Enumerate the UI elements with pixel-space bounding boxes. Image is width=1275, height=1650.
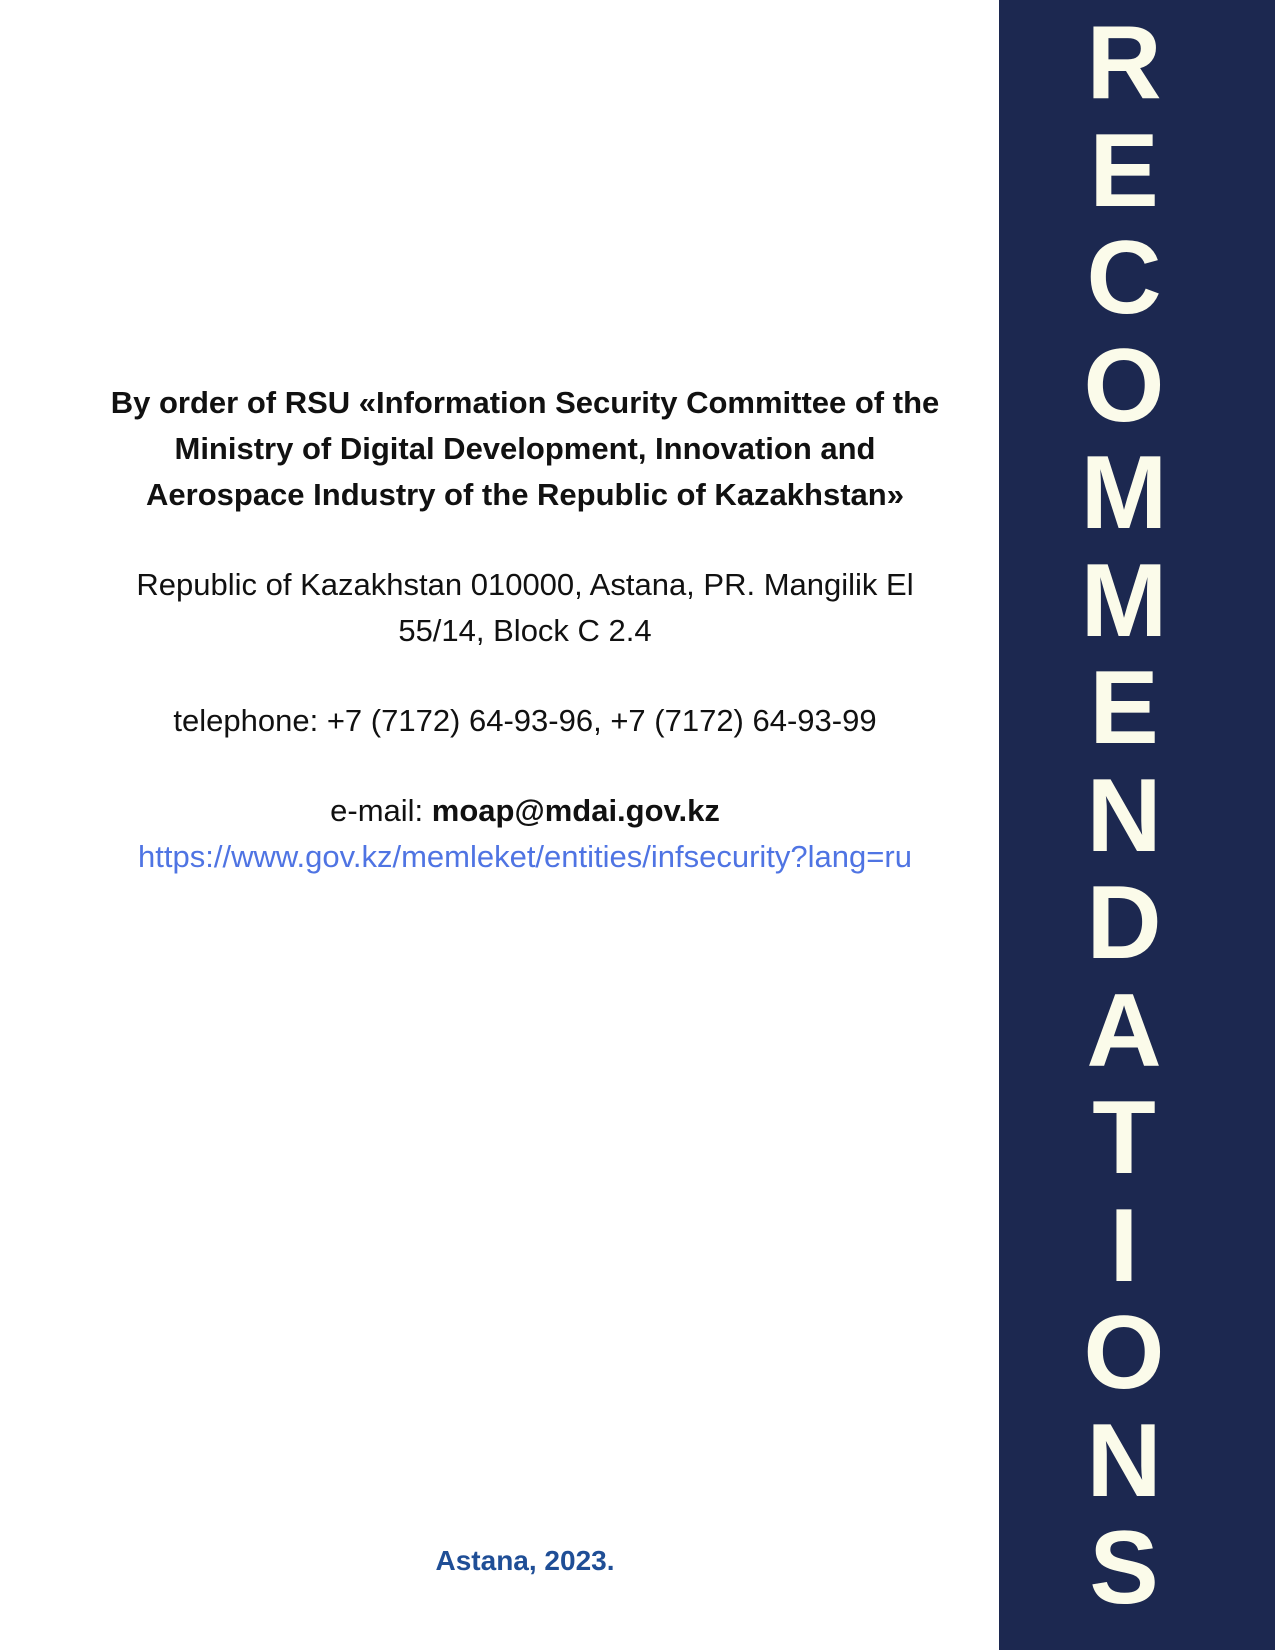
sidebar-banner bbox=[999, 0, 1275, 1650]
vertical-title-letter: M bbox=[1080, 435, 1168, 551]
vertical-title-letter: C bbox=[1086, 220, 1162, 336]
vertical-title bbox=[999, 5, 1249, 1626]
vertical-title-letter: S bbox=[1089, 1510, 1159, 1626]
vertical-title-letter: N bbox=[1086, 757, 1162, 874]
vertical-title-letter: R bbox=[1086, 5, 1162, 121]
vertical-title-letter: T bbox=[1092, 1080, 1156, 1196]
telephone-line: telephone: +7 (7172) 64-93-96, +7 (7172) 64-93-99 bbox=[173, 703, 877, 738]
website-link[interactable]: https://www.gov.kz/memleket/entities/infsecurity?lang=ru bbox=[138, 839, 912, 874]
email-address: moap@mdai.gov.kz bbox=[431, 793, 720, 828]
postal-address: Republic of Kazakhstan 010000, Astana, PR. Mangilik El 55/14, Block C 2.4 bbox=[136, 567, 914, 648]
contact-block bbox=[100, 380, 950, 880]
vertical-title-letter: A bbox=[1086, 972, 1162, 1089]
email-line bbox=[100, 788, 950, 834]
vertical-title-letter: D bbox=[1086, 865, 1162, 981]
vertical-title-letter: O bbox=[1083, 1295, 1165, 1411]
vertical-title-letter: M bbox=[1080, 542, 1168, 659]
vertical-title-letter: E bbox=[1089, 112, 1159, 229]
organization-heading: By order of RSU «Information Security Committee of the Ministry of Digital Development, Innovation and Aerospace Industry of the Republic of Kazakhstan» bbox=[110, 385, 940, 512]
vertical-title-letter: I bbox=[1109, 1187, 1139, 1304]
email-label: e-mail: bbox=[330, 793, 432, 828]
vertical-title-letter: O bbox=[1083, 327, 1165, 444]
vertical-title-letter: E bbox=[1089, 650, 1159, 766]
place-and-year: Astana, 2023. bbox=[435, 1545, 615, 1576]
vertical-title-letter: N bbox=[1086, 1402, 1162, 1519]
